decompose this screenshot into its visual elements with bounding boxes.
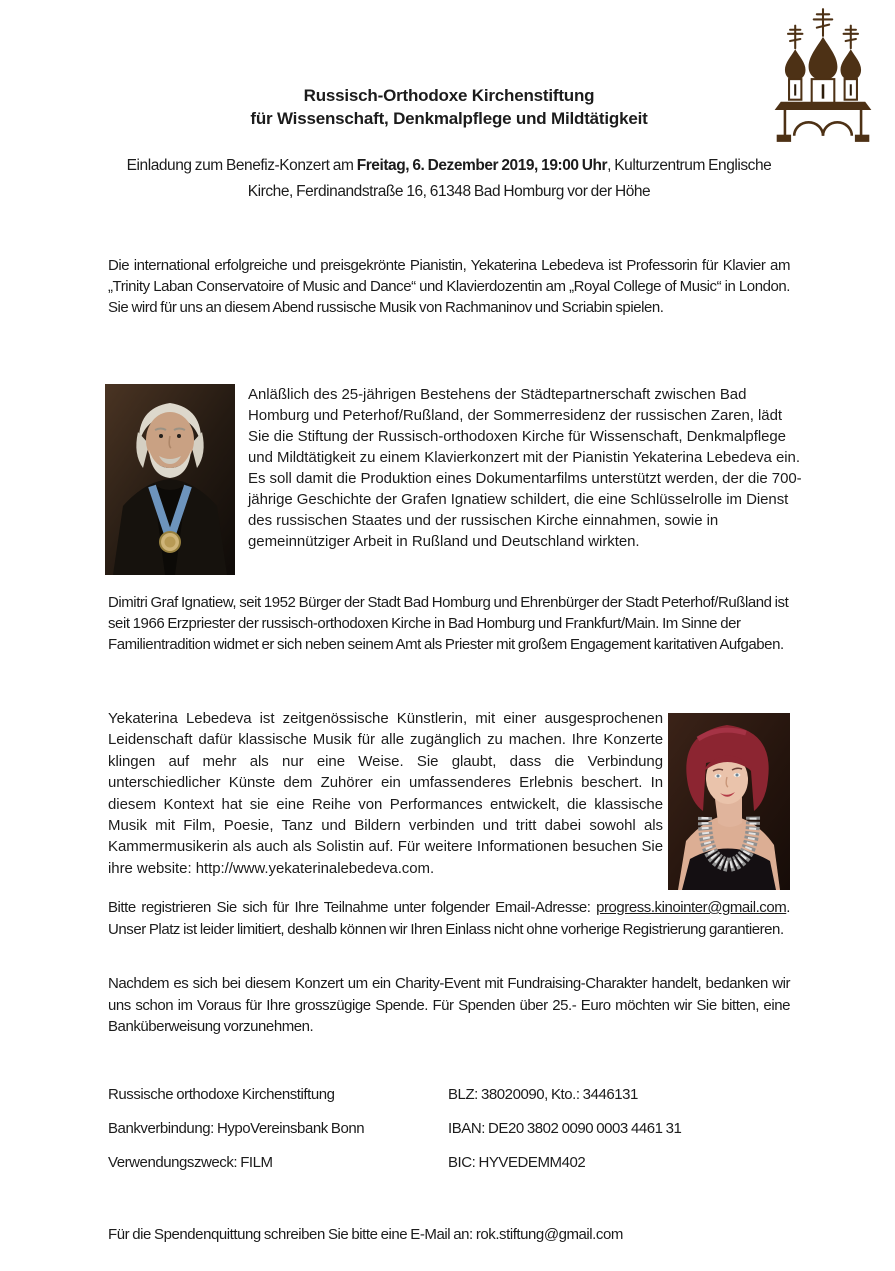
page-title: [108, 84, 790, 130]
paragraph-pianist-intro: Die international erfolgreiche und preisgekrönte Pianistin, Yekaterina Lebedeva ist Professorin für Klavier am „Trinity Laban Conservatoire of Music and Dance“ und Klavierdozentin am „Royal College of Music“ in London. Sie wird für uns an diesem Abend russische Musik von Rachmaninov und Scriabin spielen.: [108, 257, 790, 316]
registration-text: Bitte registrieren Sie sich für Ihre Teilnahme unter folgender Email-Adresse:: [108, 899, 597, 916]
bank-row-account: [108, 1086, 800, 1120]
yekaterina-text: Yekaterina Lebedeva ist zeitgenössische Künstlerin, mit einer ausgesprochenen Leidenschaft dafür klassische Musik für alle zugänglich zu machen. Ihre Konzerte klingen auf mehr als nur eine Weise. Sie glaubt, dass die Verbindung unterschiedlicher Künste dem Zuhörer ein umfassenderes Erlebnis beschert. In diesem Kontext hat sie eine Reihe von Performances entwickelt, die klassische Musik mit Film, Poesie, Tanz und Bildern verbinden und tritt dabei sowohl als Kammermusikerin als auch als Solistin auf. Für weitere Informationen besuchen Sie ihre website:: [108, 710, 663, 877]
invitation-datetime: Freitag, 6. Dezember 2019, 19:00 Uhr: [356, 157, 608, 174]
paragraph-registration: [108, 897, 790, 940]
paragraph-dimitri: Dimitri Graf Ignatiew, seit 1952 Bürger der Stadt Bad Homburg und Ehrenbürger der Stadt Peterhof/Rußland ist seit 1966 Erzpriester der russisch-orthodoxen Kirche in Bad Homburg und Frankfurt/Main. Im Sinne der Familientradition widmet er sich neben seinem Amt als Priester mit großem Engagement karitativen Aufgaben.: [108, 594, 789, 653]
bank-row-bank: [108, 1120, 800, 1154]
bank-name: Bankverbindung: HypoVereinsbank Bonn: [108, 1120, 365, 1137]
paragraph-yekaterina: [108, 708, 663, 890]
pianist-photo: [668, 713, 790, 890]
pianist-section: [108, 708, 790, 890]
invitation-prefix: Einladung zum Benefiz-Konzert am: [126, 157, 357, 174]
bank-bic: BIC: HYVEDEMM402: [448, 1154, 586, 1171]
invitation-suffix: , Kulturzentrum Englische Kirche, Ferdinandstraße 16, 61348 Bad Homburg vor der Höhe: [247, 157, 772, 200]
bank-account-holder: Russische orthodoxe Kirchenstiftung: [108, 1086, 335, 1103]
bank-purpose: Verwendungszweck: FILM: [108, 1154, 273, 1171]
bank-iban: IBAN: DE20 3802 0090 0003 4461 31: [448, 1120, 682, 1137]
registration-email-link[interactable]: progress.kinointer@gmail.com: [596, 899, 787, 916]
bank-row-purpose: [108, 1154, 800, 1188]
yekaterina-website-link: http://www.yekaterinalebedeva.com: [195, 859, 430, 877]
title-line-2: für Wissenschaft, Denkmalpflege und Mildtätigkeit: [250, 109, 648, 128]
paragraph-charity: Nachdem es sich bei diesem Konzert um ein Charity-Event mit Fundraising-Charakter handelt, bedanken wir uns schon im Voraus für Ihre grosszügige Spende. Für Spenden über 25.- Euro möchten wir Sie bitten, eine Banküberweisung vorzunehmen.: [108, 975, 790, 1035]
paragraph-anniversary: Anläßlich des 25-jährigen Bestehens der Städtepartnerschaft zwischen Bad Homburg und Peterhof/Rußland, der Sommerresidenz der russischen Zaren, lädt Sie die Stiftung der Russisch-orthodoxen Kirche für Wissenschaft, Denkmalpflege und Mildtätigkeit zu einem Klavierkonzert mit der Pianistin Yekaterina Lebedeva ein. Es soll damit die Produktion eines Dokumentarfilms unterstützt werden, der die 700-jährige Geschichte der Grafen Ignatiew schildert, die eine Schlüsselrolle im Dienst des russischen Staates und der russischen Kirche einnahmen, sowie in gemeinnütziger Arbeit in Rußland und Deutschland wirkten.: [248, 386, 802, 550]
invitation-line: [108, 153, 790, 205]
priest-photo: [105, 384, 235, 575]
bank-blz-kto: BLZ: 38020090, Kto.: 3446131: [448, 1086, 638, 1103]
bank-details: [108, 1086, 800, 1188]
priest-section: [105, 384, 805, 575]
title-line-1: Russisch-Orthodoxe Kirchenstiftung: [303, 86, 595, 105]
registration-text-end: . Unser Platz ist leider limitiert, deshalb können wir Ihren Einlass nicht ohne vorherige Registrierung garantieren.: [108, 899, 790, 938]
yekaterina-text-end: .: [430, 859, 435, 877]
donation-receipt-note: Für die Spendenquittung schreiben Sie bitte eine E-Mail an: rok.stiftung@gmail.com: [108, 1226, 623, 1243]
